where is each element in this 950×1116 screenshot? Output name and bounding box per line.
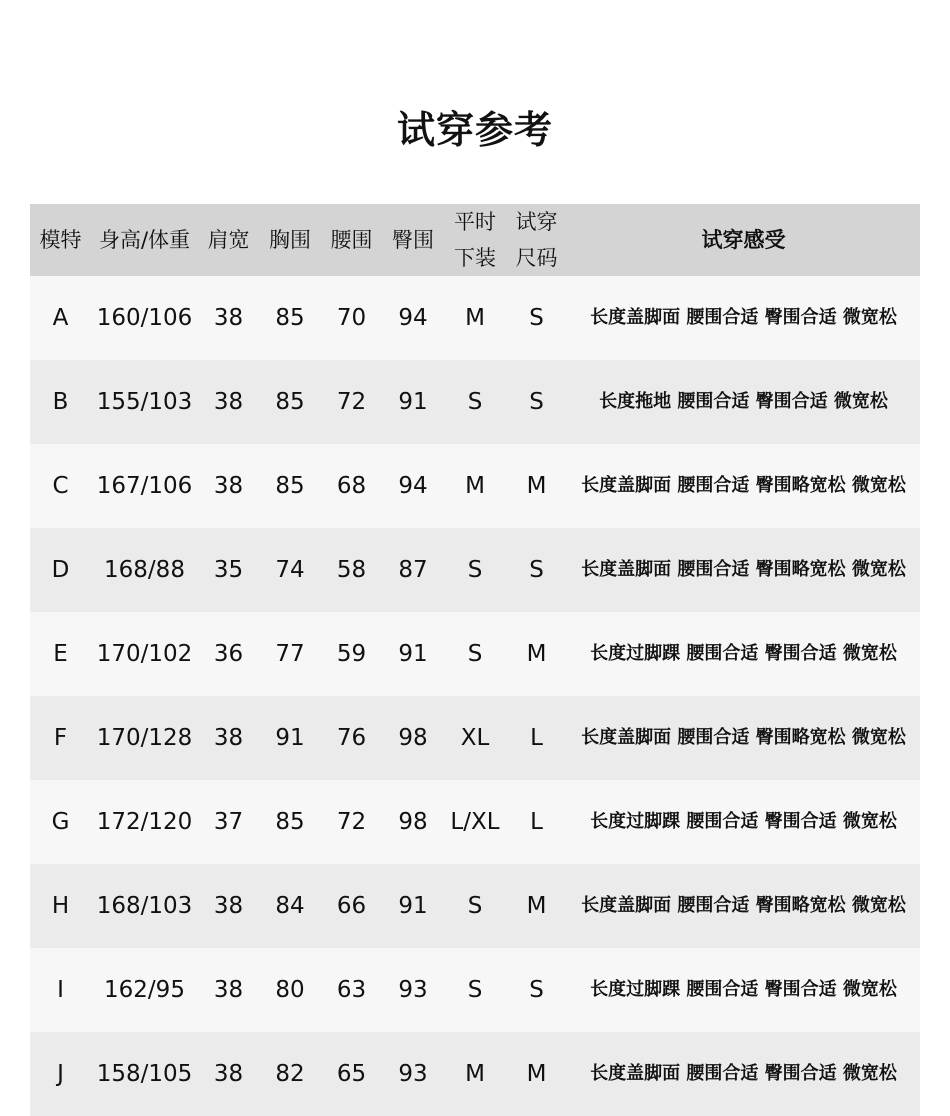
header-waist: 腰围	[330, 228, 373, 252]
cell-hip: 93	[398, 1061, 428, 1087]
cell-hip: 94	[398, 305, 428, 331]
header-usual-size	[444, 204, 506, 276]
cell-shoulder: 38	[213, 1061, 244, 1087]
cell-usual-size: M	[465, 305, 485, 331]
cell-tried-size: S	[529, 977, 544, 1003]
cell-chest: 85	[275, 305, 305, 331]
cell-chest: 85	[275, 389, 305, 415]
cell-feel: 长度拖地 腰围合适 臀围合适 微宽松	[599, 391, 888, 412]
cell-hip: 93	[398, 977, 428, 1003]
cell-feel: 长度盖脚面 腰围合适 臀围略宽松 微宽松	[581, 475, 906, 496]
table-row	[30, 1032, 920, 1116]
cell-hip: 91	[398, 389, 428, 415]
header-tried-size-line2: 尺码	[515, 246, 558, 270]
cell-waist: 70	[336, 305, 367, 331]
cell-tried-size: L	[530, 725, 543, 751]
header-model: 模特	[39, 228, 82, 252]
table-row	[30, 528, 920, 612]
cell-height-weight: 168/103	[96, 893, 193, 919]
cell-tried-size: M	[526, 893, 547, 919]
cell-hip: 98	[398, 725, 428, 751]
cell-feel: 长度盖脚面 腰围合适 臀围合适 微宽松	[590, 307, 897, 328]
cell-height-weight: 170/128	[96, 725, 193, 751]
cell-tried-size: M	[526, 641, 547, 667]
cell-usual-size: S	[467, 557, 483, 583]
cell-usual-size: S	[467, 389, 483, 415]
cell-shoulder: 38	[213, 473, 244, 499]
header-usual-size-line1: 平时	[454, 210, 496, 234]
cell-feel: 长度盖脚面 腰围合适 臀围略宽松 微宽松	[581, 559, 906, 580]
cell-height-weight: 168/88	[104, 557, 185, 583]
table-row	[30, 948, 920, 1032]
cell-height-weight: 160/106	[96, 305, 193, 331]
cell-chest: 91	[275, 725, 305, 751]
cell-model: H	[51, 893, 70, 919]
cell-tried-size: M	[526, 1061, 547, 1087]
cell-hip: 91	[398, 641, 428, 667]
cell-shoulder: 38	[213, 305, 244, 331]
cell-usual-size: S	[467, 893, 483, 919]
cell-height-weight: 155/103	[96, 389, 193, 415]
table-header	[30, 204, 920, 276]
cell-chest: 82	[275, 1061, 305, 1087]
cell-model: E	[53, 641, 68, 667]
cell-chest: 77	[275, 641, 305, 667]
cell-feel: 长度过脚踝 腰围合适 臀围合适 微宽松	[590, 979, 897, 1000]
cell-tried-size: S	[529, 305, 544, 331]
cell-model: D	[51, 557, 70, 583]
cell-model: J	[57, 1061, 64, 1087]
table-row	[30, 864, 920, 948]
header-usual-size-line2: 下装	[454, 246, 496, 270]
table-row	[30, 444, 920, 528]
cell-model: F	[53, 725, 68, 751]
cell-usual-size: S	[467, 641, 483, 667]
table-row	[30, 360, 920, 444]
table-row	[30, 780, 920, 864]
table-row	[30, 276, 920, 360]
cell-shoulder: 35	[213, 557, 244, 583]
cell-waist: 63	[336, 977, 367, 1003]
cell-hip: 91	[398, 893, 428, 919]
cell-height-weight: 167/106	[96, 473, 193, 499]
cell-waist: 72	[336, 389, 367, 415]
cell-shoulder: 38	[213, 725, 244, 751]
header-tried-size	[506, 204, 567, 276]
header-height-weight: 身高/体重	[98, 228, 191, 252]
header-hip: 臀围	[392, 228, 434, 252]
page-title: 试穿参考	[396, 108, 553, 152]
header-shoulder: 肩宽	[207, 228, 250, 252]
cell-chest: 85	[275, 473, 305, 499]
cell-usual-size: S	[467, 977, 483, 1003]
cell-usual-size: L/XL	[450, 809, 500, 835]
cell-height-weight: 170/102	[96, 641, 193, 667]
cell-model: A	[52, 305, 69, 331]
cell-shoulder: 38	[213, 893, 244, 919]
cell-tried-size: S	[529, 389, 544, 415]
cell-waist: 76	[336, 725, 367, 751]
cell-feel: 长度盖脚面 腰围合适 臀围略宽松 微宽松	[581, 727, 906, 748]
header-row	[30, 204, 920, 276]
cell-chest: 74	[275, 557, 305, 583]
cell-usual-size: M	[465, 473, 485, 499]
cell-feel: 长度盖脚面 腰围合适 臀围合适 微宽松	[590, 1063, 897, 1084]
cell-height-weight: 158/105	[96, 1061, 193, 1087]
cell-model: I	[57, 977, 64, 1003]
cell-waist: 66	[336, 893, 367, 919]
cell-usual-size: XL	[460, 725, 490, 751]
cell-shoulder: 38	[213, 977, 244, 1003]
cell-hip: 87	[398, 557, 428, 583]
cell-shoulder: 38	[213, 389, 244, 415]
cell-model: C	[52, 473, 69, 499]
cell-feel: 长度盖脚面 腰围合适 臀围略宽松 微宽松	[581, 895, 906, 916]
cell-waist: 59	[336, 641, 367, 667]
cell-waist: 68	[336, 473, 367, 499]
header-chest: 胸围	[269, 228, 311, 252]
cell-tried-size: S	[529, 557, 544, 583]
cell-chest: 80	[275, 977, 305, 1003]
table-row	[30, 696, 920, 780]
fit-reference-table	[30, 204, 920, 1116]
cell-usual-size: M	[465, 1061, 485, 1087]
cell-tried-size: L	[530, 809, 543, 835]
header-feel: 试穿感受	[701, 228, 786, 252]
cell-height-weight: 172/120	[96, 809, 193, 835]
cell-model: G	[51, 809, 70, 835]
cell-model: B	[52, 389, 69, 415]
cell-shoulder: 37	[213, 809, 244, 835]
table-body	[30, 276, 920, 1116]
table-row	[30, 612, 920, 696]
cell-hip: 94	[398, 473, 428, 499]
cell-waist: 72	[336, 809, 367, 835]
cell-waist: 58	[336, 557, 367, 583]
cell-height-weight: 162/95	[104, 977, 185, 1003]
cell-feel: 长度过脚踝 腰围合适 臀围合适 微宽松	[590, 643, 897, 664]
cell-chest: 84	[275, 893, 305, 919]
cell-feel: 长度过脚踝 腰围合适 臀围合适 微宽松	[590, 811, 897, 832]
cell-shoulder: 36	[213, 641, 244, 667]
cell-tried-size: M	[526, 473, 547, 499]
header-tried-size-line1: 试穿	[515, 210, 558, 234]
cell-hip: 98	[398, 809, 428, 835]
cell-chest: 85	[275, 809, 305, 835]
cell-waist: 65	[336, 1061, 367, 1087]
